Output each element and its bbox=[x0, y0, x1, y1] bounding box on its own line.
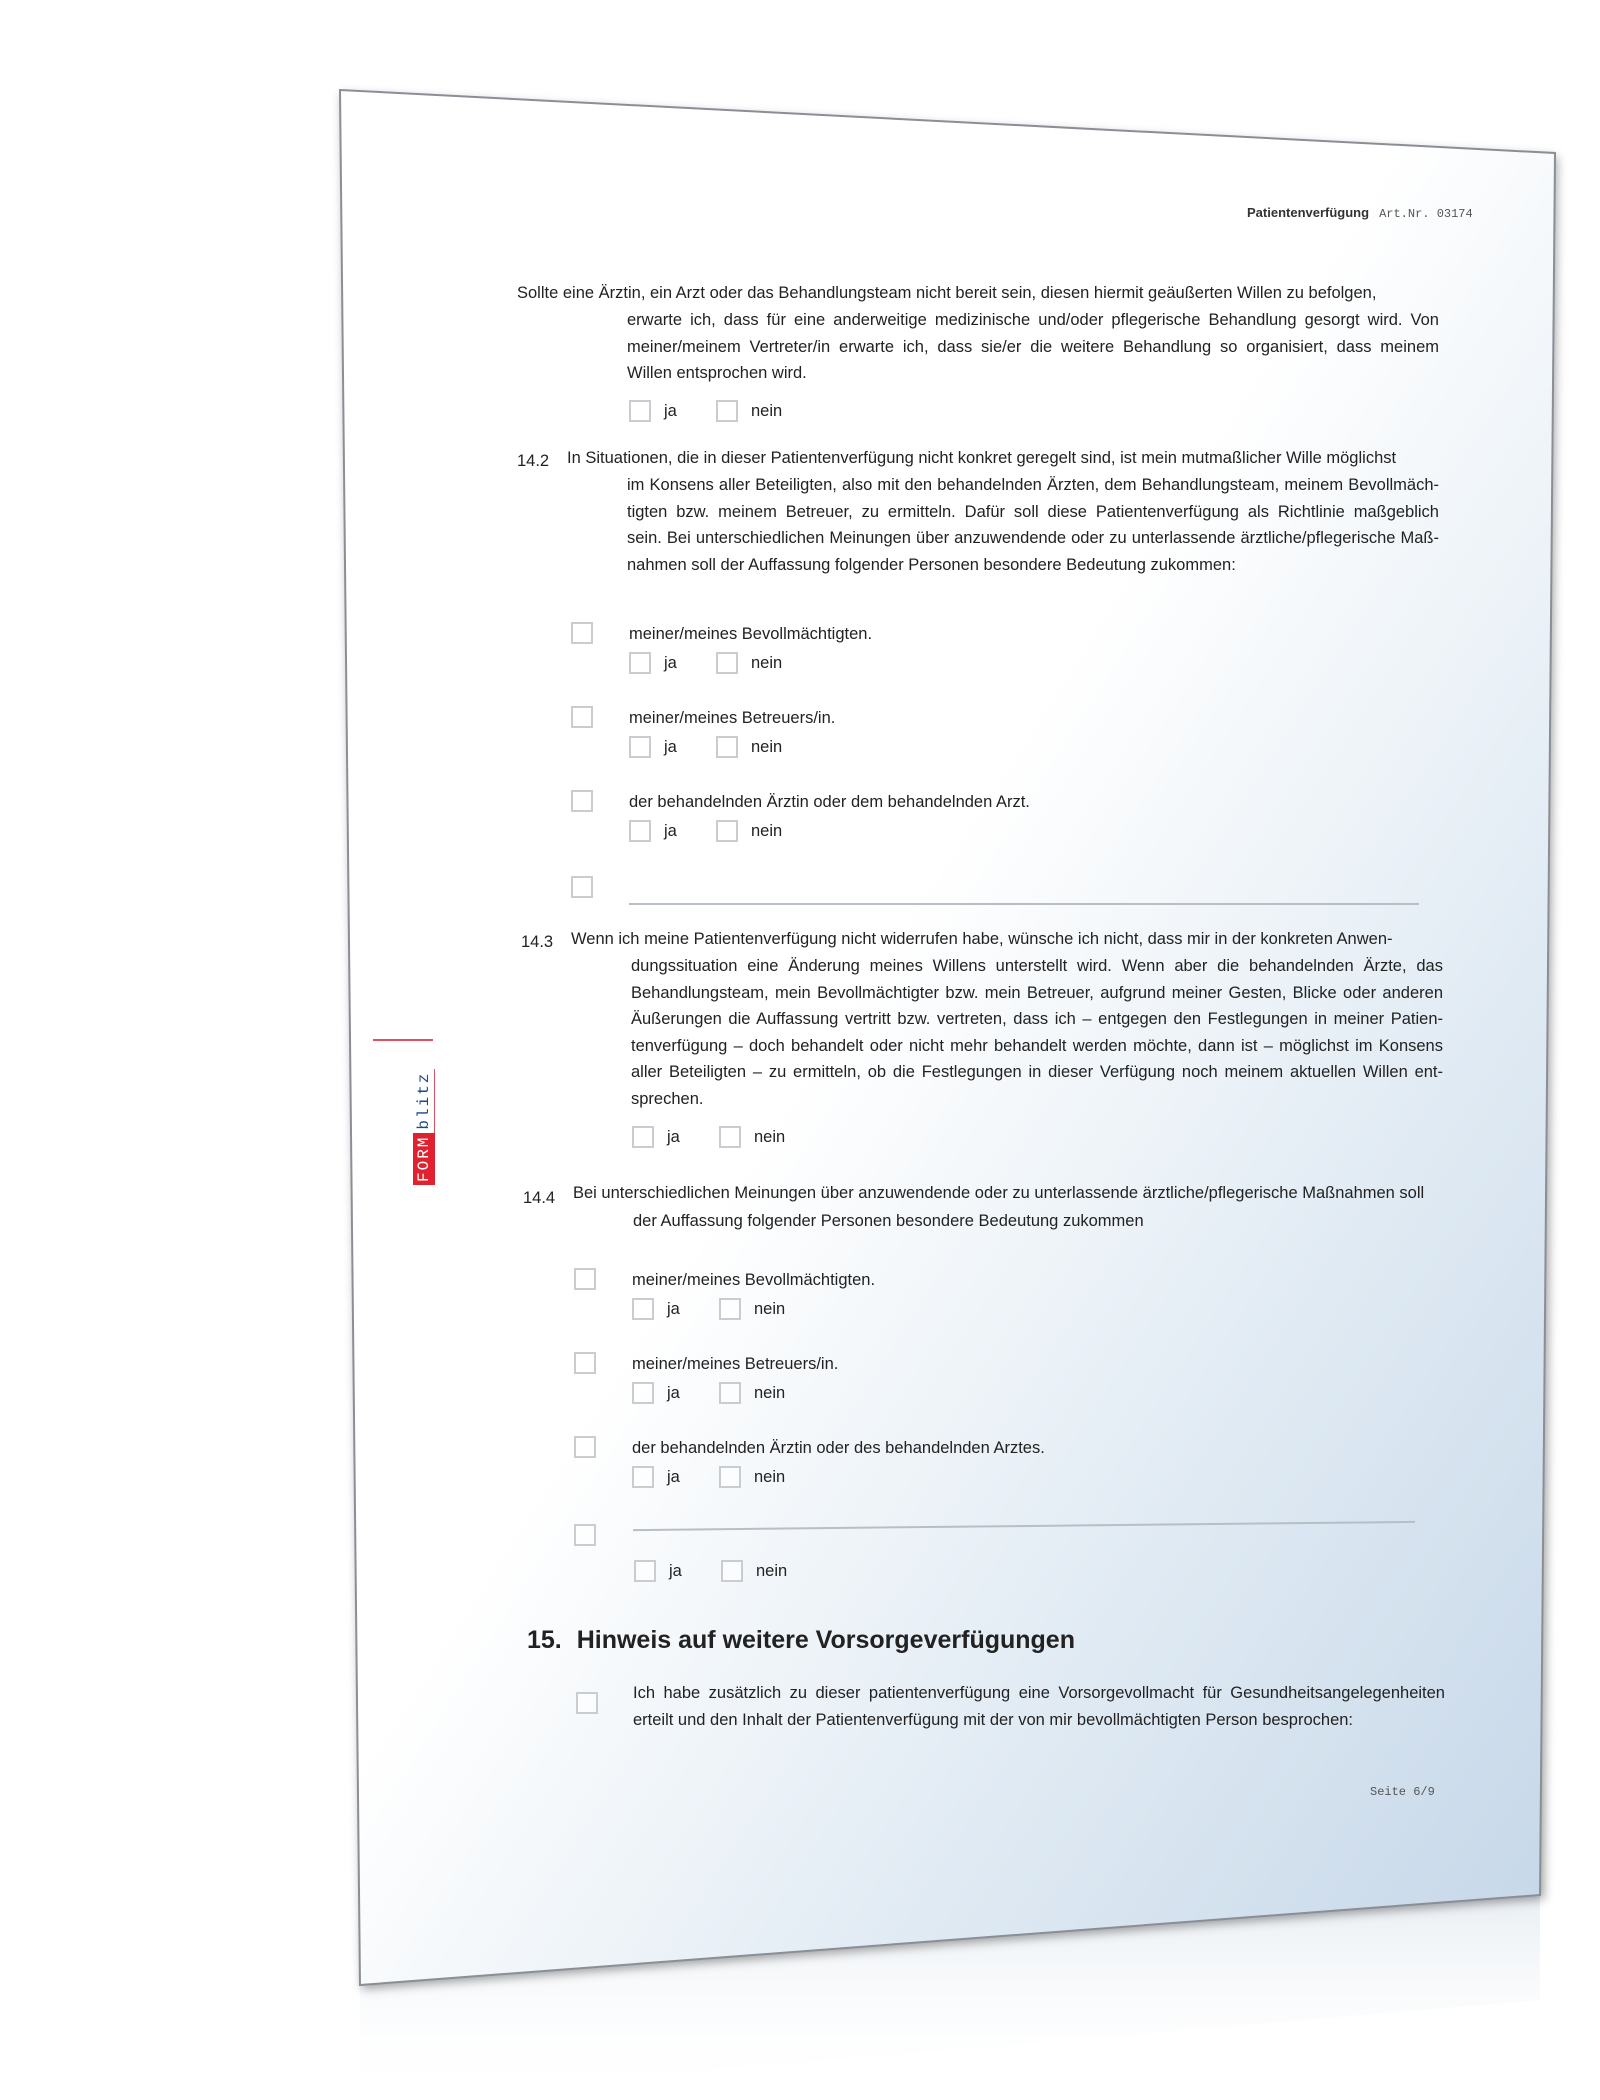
option-betreuer-14-4-yes-no bbox=[632, 1382, 785, 1404]
option-betreuer-14-4-checkbox[interactable] bbox=[574, 1352, 596, 1374]
option-arzt-14-4-checkbox[interactable] bbox=[574, 1436, 596, 1458]
section-14-3-first-line: Wenn ich meine Patientenverfügung nicht widerrufen habe, wünsche ich nicht, dass mir in der konkreten Anwen- bbox=[571, 930, 1393, 948]
no-label: nein bbox=[751, 401, 783, 420]
yes-checkbox[interactable] bbox=[629, 736, 651, 758]
no-label: nein bbox=[756, 1561, 788, 1580]
text-line: aller Beteiligten – zu ermitteln, ob die Festlegungen in dieser Verfügung noch meinem aktuellen Willen ent- bbox=[631, 1063, 1443, 1081]
yes-label: ja bbox=[664, 653, 677, 672]
no-label: nein bbox=[751, 653, 783, 672]
no-checkbox[interactable] bbox=[719, 1126, 741, 1148]
no-label: nein bbox=[751, 737, 783, 756]
page-header bbox=[1247, 205, 1473, 221]
no-label: nein bbox=[754, 1383, 786, 1402]
section-14-2-first-line: In Situationen, die in dieser Patientenverfügung nicht konkret geregelt sind, ist mein mutmaßlicher Wille möglichst bbox=[567, 449, 1397, 467]
no-checkbox[interactable] bbox=[721, 1560, 743, 1582]
section-number: 14.3 bbox=[521, 933, 554, 951]
no-label: nein bbox=[754, 1467, 786, 1486]
text-line: dungssituation eine Änderung meines Willens unterstellt wird. Wenn aber die behandelnden Ärzte, das bbox=[631, 957, 1443, 975]
option-other-checkbox-14-4[interactable] bbox=[574, 1524, 596, 1546]
no-checkbox[interactable] bbox=[716, 736, 738, 758]
text-line: Behandlungsteam, mein Bevollmächtigter bzw. mein Betreuer, aufgrund meiner Gesten, Blicke oder anderen bbox=[631, 983, 1443, 1002]
text-line: im Konsens aller Beteiligten, also mit den behandelnden Ärzten, dem Behandlungsteam, meinem Bevollmäch- bbox=[627, 476, 1439, 494]
option-betreuer-14-4-label: meiner/meines Betreuers/in. bbox=[632, 1355, 839, 1373]
option-arzt-14-2-yes-no bbox=[629, 820, 782, 842]
no-label: nein bbox=[754, 1127, 786, 1146]
yes-label: ja bbox=[667, 1467, 680, 1486]
section-14-4-paragraph bbox=[633, 1208, 1445, 1235]
option-bevollmaechtigter-14-4-label: meiner/meines Bevollmächtigten. bbox=[632, 1271, 876, 1289]
option-bevollmaechtigter-14-2-checkbox[interactable] bbox=[571, 622, 593, 644]
yes-label: ja bbox=[669, 1561, 682, 1580]
text-line: tigten bzw. meinem Betreuer, zu ermitteln. Dafür soll diese Patientenverfügung als Richtlinie maßgeblich bbox=[627, 502, 1439, 521]
option-arzt-14-4-label: der behandelnden Ärztin oder des behandelnden Arztes. bbox=[632, 1439, 1045, 1457]
option-arzt-14-2-label: der behandelnden Ärztin oder dem behandelnden Arzt. bbox=[629, 793, 1030, 811]
section-14-3-paragraph bbox=[631, 953, 1443, 1112]
no-checkbox[interactable] bbox=[716, 820, 738, 842]
text-line: Äußerungen die Auffassung vertritt bzw. vertreten, dass ich – entgegen den Festlegungen in meiner Patien- bbox=[631, 1010, 1443, 1028]
option-bevollmaechtigter-14-2-yes-no bbox=[629, 652, 782, 674]
section-14-2-paragraph bbox=[627, 472, 1439, 578]
vorsorgevollmacht-checkbox[interactable] bbox=[576, 1692, 598, 1714]
yes-checkbox[interactable] bbox=[632, 1298, 654, 1320]
article-number: Art.Nr. 03174 bbox=[1379, 207, 1473, 221]
yes-checkbox[interactable] bbox=[629, 820, 651, 842]
intro-paragraph bbox=[627, 307, 1439, 387]
text-line: meiner/meinem Vertreter/in erwarte ich, dass sie/er die weitere Behandlung so organisiert, dass meinem bbox=[627, 337, 1439, 356]
yes-label: ja bbox=[664, 737, 677, 756]
yes-checkbox[interactable] bbox=[629, 400, 651, 422]
yes-checkbox[interactable] bbox=[634, 1560, 656, 1582]
option-betreuer-14-2-yes-no bbox=[629, 736, 782, 758]
option-arzt-14-4-yes-no bbox=[632, 1466, 785, 1488]
section-title: Hinweis auf weitere Vorsorgeverfügungen bbox=[576, 1626, 1075, 1654]
text-line: Willen entsprochen wird. bbox=[627, 364, 807, 382]
text-line: erteilt und den Inhalt der Patientenverfügung mit der von mir bevollmächtigten Person besprochen: bbox=[633, 1710, 1354, 1729]
text-line: tenverfügung – doch behandelt oder nicht mehr behandelt werden möchte, dann ist – möglichst im Konsens bbox=[631, 1036, 1443, 1055]
document-title: Patientenverfügung bbox=[1247, 205, 1370, 220]
option-other-checkbox-14-2[interactable] bbox=[571, 876, 593, 898]
text-line: Ich habe zusätzlich zu dieser patientenverfügung eine Vorsorgevollmacht für Gesundheitsangelegenheiten bbox=[633, 1684, 1445, 1702]
section-number: 14.2 bbox=[517, 452, 550, 470]
yes-label: ja bbox=[664, 401, 677, 420]
other-input-line-14-2[interactable] bbox=[629, 903, 1419, 905]
no-checkbox[interactable] bbox=[716, 652, 738, 674]
section-15-paragraph bbox=[633, 1680, 1445, 1733]
no-label: nein bbox=[754, 1299, 786, 1318]
section-14-3-yes-no bbox=[632, 1126, 785, 1148]
yes-label: ja bbox=[664, 821, 677, 840]
section-number: 14.4 bbox=[523, 1189, 556, 1207]
option-betreuer-14-2-label: meiner/meines Betreuers/in. bbox=[629, 709, 836, 727]
text-line: erwarte ich, dass für eine anderweitige medizinische und/oder pflegerische Behandlung gesorgt wird. Von bbox=[627, 311, 1439, 329]
text-line: sein. Bei unterschiedlichen Meinungen über anzuwendende oder zu unterlassende ärztliche/pflegerische Maß- bbox=[627, 529, 1439, 547]
intro-first-line: Sollte eine Ärztin, ein Arzt oder das Behandlungsteam nicht bereit sein, diesen hiermit geäußerten Willen zu befolgen, bbox=[517, 284, 1377, 302]
intro-yes-no bbox=[629, 400, 782, 422]
formblitz-logo: FORM blitz bbox=[413, 1035, 435, 1185]
no-checkbox[interactable] bbox=[719, 1382, 741, 1404]
no-checkbox[interactable] bbox=[719, 1298, 741, 1320]
yes-checkbox[interactable] bbox=[632, 1126, 654, 1148]
yes-checkbox[interactable] bbox=[629, 652, 651, 674]
yes-label: ja bbox=[667, 1127, 680, 1146]
section-14-4-first-line: Bei unterschiedlichen Meinungen über anzuwendende oder zu unterlassende ärztliche/pflegerische Maßnahmen soll bbox=[573, 1184, 1425, 1202]
yes-label: ja bbox=[667, 1299, 680, 1318]
text-line: sprechen. bbox=[631, 1089, 704, 1108]
no-checkbox[interactable] bbox=[716, 400, 738, 422]
option-bevollmaechtigter-14-4-checkbox[interactable] bbox=[574, 1268, 596, 1290]
no-label: nein bbox=[751, 821, 783, 840]
yes-checkbox[interactable] bbox=[632, 1466, 654, 1488]
no-checkbox[interactable] bbox=[719, 1466, 741, 1488]
other-yes-no-14-4 bbox=[634, 1560, 787, 1582]
option-arzt-14-2-checkbox[interactable] bbox=[571, 790, 593, 812]
section-15-heading bbox=[527, 1626, 1075, 1655]
page-number: Seite 6/9 bbox=[1370, 1785, 1435, 1799]
option-bevollmaechtigter-14-4-yes-no bbox=[632, 1298, 785, 1320]
text-line: nahmen soll der Auffassung folgender Personen besondere Bedeutung zukommen: bbox=[627, 555, 1236, 574]
section-number: 15. bbox=[527, 1626, 562, 1654]
yes-label: ja bbox=[667, 1383, 680, 1402]
option-betreuer-14-2-checkbox[interactable] bbox=[571, 706, 593, 728]
text-line: der Auffassung folgender Personen besondere Bedeutung zukommen bbox=[633, 1212, 1144, 1230]
yes-checkbox[interactable] bbox=[632, 1382, 654, 1404]
option-bevollmaechtigter-14-2-label: meiner/meines Bevollmächtigten. bbox=[629, 625, 873, 643]
